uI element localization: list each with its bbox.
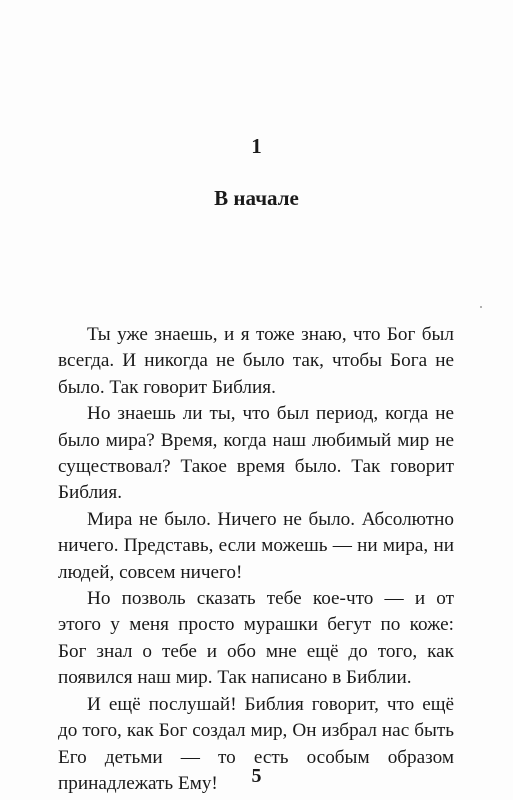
- paragraph: Мира не было. Ничего не было. Абсолютно ничего. Представь, если можешь — ни мира, ни людей, совсем ничего!: [58, 508, 454, 583]
- chapter-body: [58, 322, 454, 797]
- scan-speck: [480, 306, 482, 308]
- page-number: 5: [251, 765, 262, 787]
- chapter-number: 1: [251, 134, 262, 158]
- paragraph: Но знаешь ли ты, что был период, когда не было мира? Время, когда наш любимый мир не существовал? Такое время было. Так говорит Библия.: [58, 403, 454, 504]
- paragraph: И ещё послушай! Библия говорит, что ещё до того, как Бог создал мир, Он избрал нас быть Его детьми — то есть особым образом принадлежать Ему!: [58, 693, 454, 794]
- paragraph: Ты уже знаешь, и я тоже знаю, что Бог был всегда. И никогда не было так, чтобы Бога не было. Так говорит Библия.: [58, 324, 454, 398]
- paragraph: Но позволь сказать тебе кое-что — и от этого у меня просто мурашки бегут по коже: Бог знал о тебе и обо мне ещё до того, как появился наш мир. Так написано в Библии.: [58, 588, 454, 689]
- chapter-title: В начале: [214, 186, 299, 210]
